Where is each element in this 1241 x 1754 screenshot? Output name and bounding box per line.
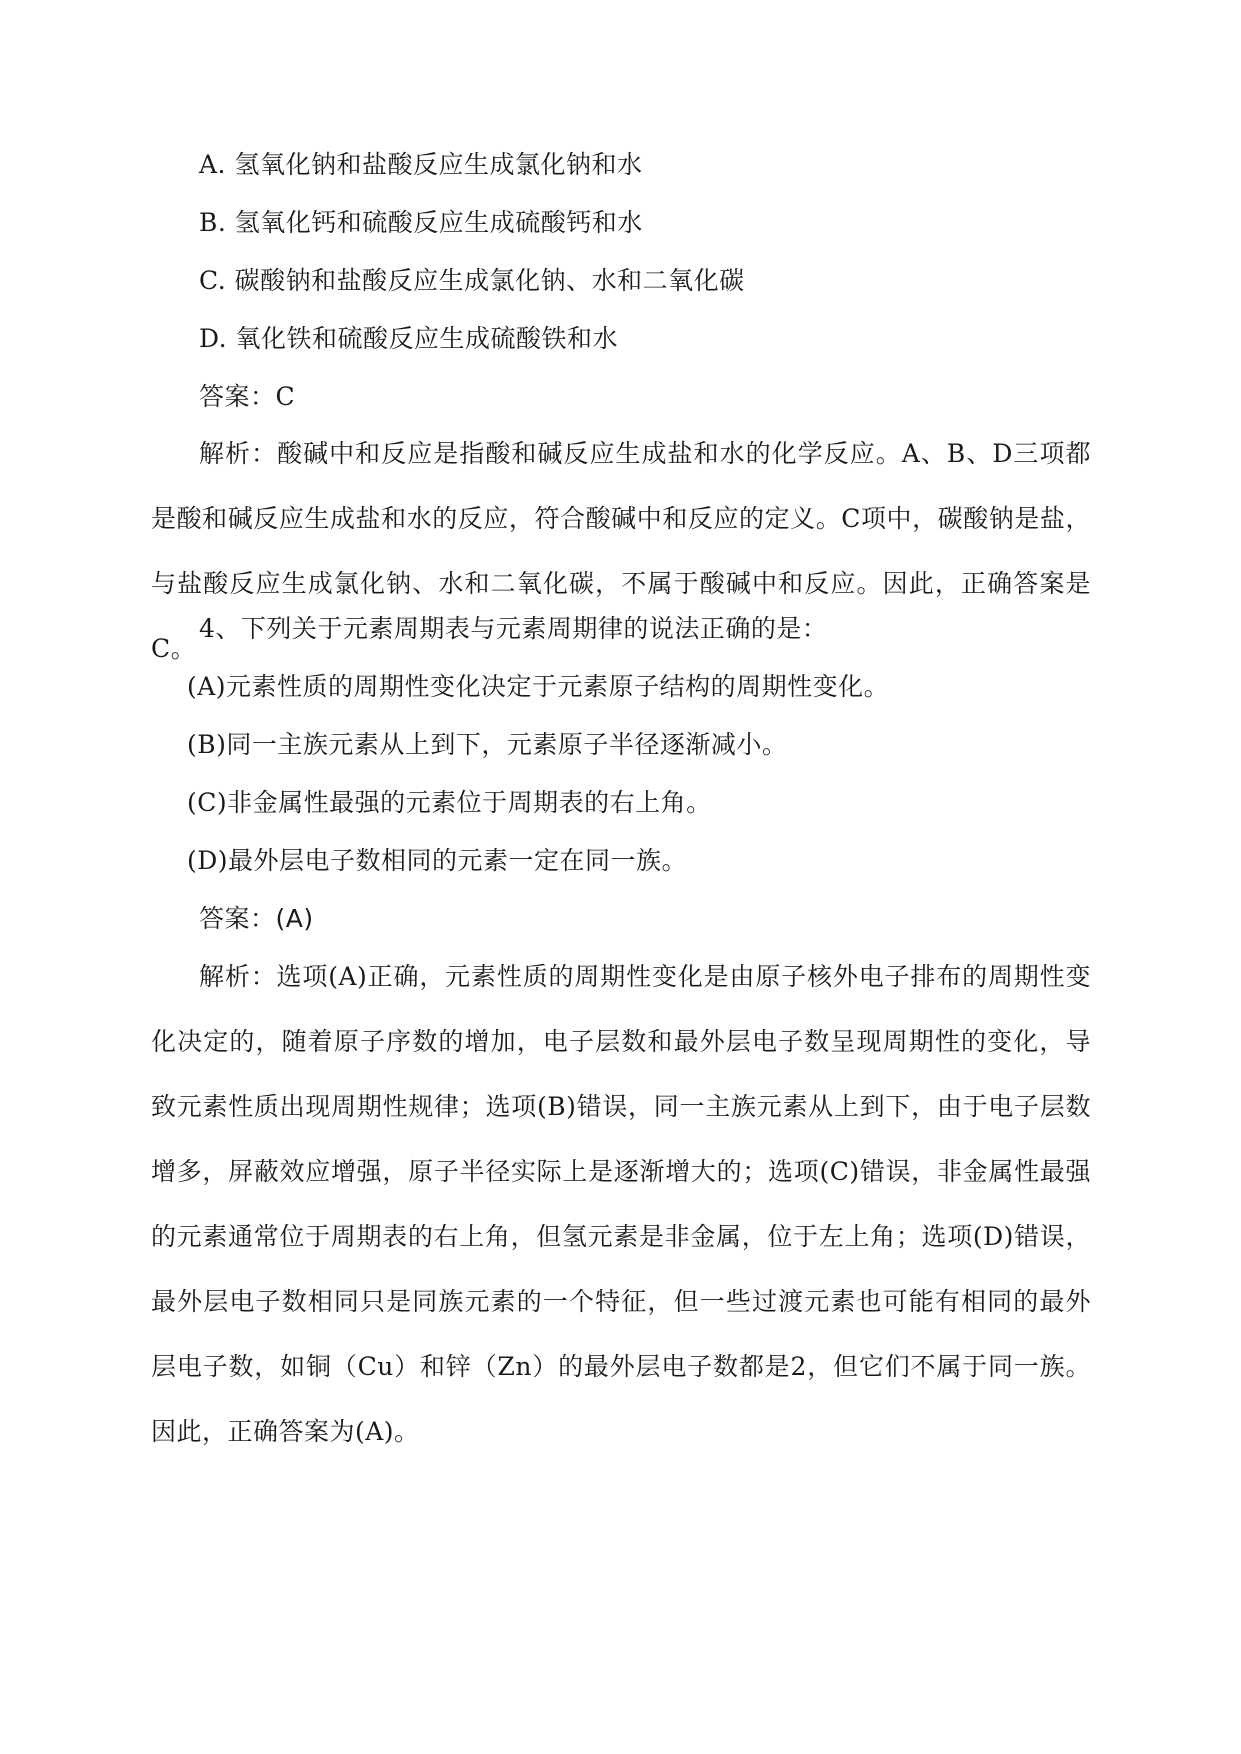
q4-answer-value: (A) — [275, 904, 314, 933]
q4-answer-label: 答案： — [199, 904, 276, 933]
q3-option-d: D. 氧化铁和硫酸反应生成硫酸铁和水 — [199, 324, 619, 353]
q3-option-b: B. 氢氧化钙和硫酸反应生成硫酸钙和水 — [199, 208, 643, 237]
q4-analysis — [151, 944, 1091, 1464]
q4-option-d: (D)最外层电子数相同的元素一定在同一族。 — [187, 846, 688, 875]
q4-option-b: (B)同一主族元素从上到下，元素原子半径逐渐减小。 — [187, 730, 788, 759]
q3-option-a: A. 氢氧化钠和盐酸反应生成氯化钠和水 — [199, 150, 643, 179]
q4-answer — [199, 903, 314, 935]
q3-option-c: C. 碳酸钠和盐酸反应生成氯化钠、水和二氧化碳 — [199, 266, 745, 295]
q4-analysis-text: 解析：选项(A)正确，元素性质的周期性变化是由原子核外电子排布的周期性变化决定的，随着原子序数的增加，电子层数和最外层电子数呈现周期性的变化，导致元素性质出现周期性规律；选项(B)错误，同一主族元素从上到下，由于电子层数增多，屏蔽效应增强，原子半径实际上是逐渐增大的；选项(C)错误，非金属性最强的元素通常位于周期表的右上角，但氢元素是非金属，位于左上角；选项(D)错误，最外层电子数相同只是同族元素的一个特征，但一些过渡元素也可能有相同的最外层电子数，如铜（Cu）和锌（Zn）的最外层电子数都是2，但它们不属于同一族。因此，正确答案为(A)。 — [151, 962, 1091, 1446]
q4-option-a: (A)元素性质的周期性变化决定于元素原子结构的周期性变化。 — [187, 672, 890, 701]
q4-option-c: (C)非金属性最强的元素位于周期表的右上角。 — [187, 788, 712, 817]
q3-answer: 答案：C — [199, 382, 296, 411]
q3-analysis-text: 解析：酸碱中和反应是指酸和碱反应生成盐和水的化学反应。A、B、D三项都是酸和碱反应生成盐和水的反应，符合酸碱中和反应的定义。C项中，碳酸钠是盐，与盐酸反应生成氯化钠、水和二氧化碳，不属于酸碱中和反应。因此，正确答案是C。 — [151, 439, 1091, 663]
q4-question: 4、下列关于元素周期表与元素周期律的说法正确的是： — [199, 614, 828, 643]
